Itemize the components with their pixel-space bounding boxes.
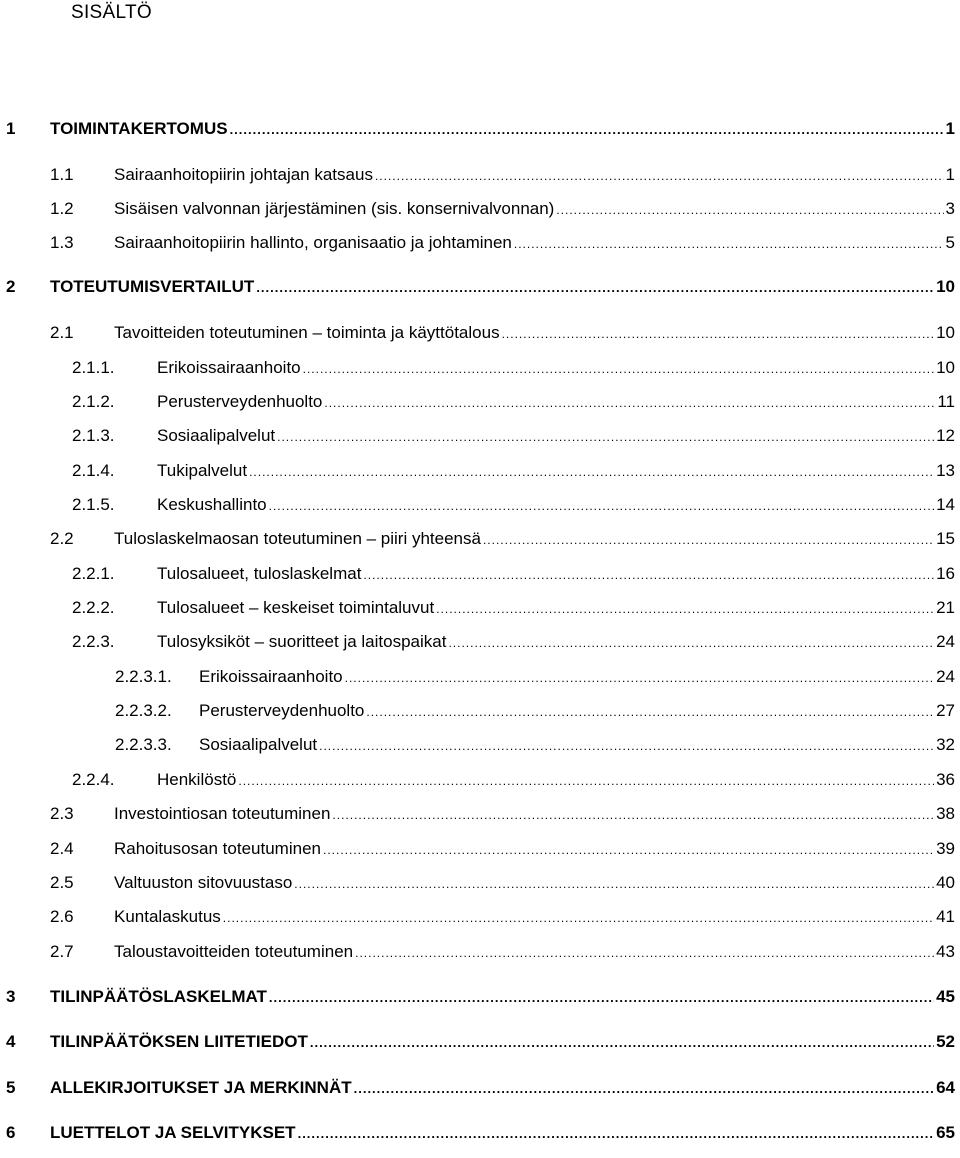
toc-entry[interactable] — [0, 564, 960, 586]
toc-entry-page: 12 — [936, 426, 955, 445]
toc-entry-page: 52 — [936, 1032, 955, 1051]
page-title: SISÄLTÖ — [71, 2, 152, 23]
toc-entry-number: 2.2 — [50, 529, 74, 548]
toc-entry-title: Sairaanhoitopiirin hallinto, organisaatio ja johtaminen — [114, 233, 512, 252]
toc-entry[interactable] — [0, 529, 960, 551]
toc-entry-title: Investointiosan toteutuminen — [114, 804, 331, 823]
toc-entry-page: 13 — [936, 461, 955, 480]
toc-entry-number: 1 — [6, 119, 16, 138]
toc-entry-page: 16 — [936, 564, 955, 583]
toc-entry-title: Sosiaalipalvelut — [157, 426, 276, 445]
toc-entry-title: Valtuuston sitovuustaso — [114, 873, 293, 892]
toc-entry-number: 2.1 — [50, 323, 74, 342]
dot-leader — [249, 465, 934, 479]
toc-entry-number: 1.2 — [50, 199, 74, 218]
dot-leader — [483, 533, 934, 547]
dot-leader — [303, 362, 934, 376]
toc-entry-title: Perusterveydenhuolto — [199, 701, 365, 720]
toc-entry-number: 2.7 — [50, 942, 74, 961]
toc-entry[interactable] — [0, 277, 960, 299]
toc-entry-number: 2 — [6, 277, 16, 296]
toc-entry-page: 10 — [936, 277, 955, 296]
toc-entry-number: 2.2.2. — [72, 598, 115, 617]
toc-entry-number: 2.4 — [50, 839, 74, 858]
dot-leader — [294, 877, 934, 891]
toc-entry[interactable] — [0, 165, 960, 187]
dot-leader — [256, 280, 934, 295]
toc-entry-page: 32 — [936, 735, 955, 754]
toc-entry-page: 10 — [936, 358, 955, 377]
toc-entry-number: 2.2.4. — [72, 770, 115, 789]
toc-entry-page: 14 — [936, 495, 955, 514]
toc-entry-page: 38 — [936, 804, 955, 823]
dot-leader — [345, 671, 934, 685]
toc-entry-title: Henkilöstö — [157, 770, 237, 789]
dot-leader — [269, 990, 934, 1005]
dot-leader — [502, 327, 935, 341]
dot-leader — [230, 122, 944, 137]
toc-entry-page: 10 — [936, 323, 955, 342]
toc-entry-number: 2.2.3.2. — [115, 701, 172, 720]
toc-entry-page: 27 — [936, 701, 955, 720]
toc-entry-page: 24 — [936, 667, 955, 686]
toc-entry[interactable] — [0, 770, 960, 792]
toc-entry-page: 15 — [936, 529, 955, 548]
toc-entry-page: 24 — [936, 632, 955, 651]
toc-entry-page: 39 — [936, 839, 955, 858]
toc-entry-title: Kuntalaskutus — [114, 907, 221, 926]
toc-entry-page: 45 — [936, 987, 955, 1006]
dot-leader — [366, 705, 934, 719]
dot-leader — [323, 843, 934, 857]
toc-entry-page: 5 — [945, 233, 955, 252]
toc-entry-page: 1 — [945, 165, 955, 184]
toc-entry[interactable] — [0, 873, 960, 895]
toc-entry[interactable] — [0, 323, 960, 345]
toc-entry[interactable] — [0, 495, 960, 517]
toc-entry-number: 2.6 — [50, 907, 74, 926]
toc-entry-title: Tuloslaskelmaosan toteutuminen – piiri yhteensä — [114, 529, 481, 548]
toc-entry-title: LUETTELOT JA SELVITYKSET — [50, 1123, 296, 1142]
toc-entry-number: 2.1.5. — [72, 495, 115, 514]
toc-entry[interactable] — [0, 667, 960, 689]
toc-entry-number: 5 — [6, 1078, 16, 1097]
toc-entry[interactable] — [0, 1078, 960, 1100]
toc-entry-number: 1.1 — [50, 165, 74, 184]
toc-entry-number: 2.2.3.1. — [115, 667, 172, 686]
dot-leader — [324, 396, 935, 410]
toc-entry-page: 1 — [945, 119, 955, 138]
toc-entry-number: 2.3 — [50, 804, 74, 823]
toc-entry-number: 2.1.3. — [72, 426, 115, 445]
dot-leader — [556, 203, 943, 217]
dot-leader — [448, 636, 934, 650]
toc-entry-title: Keskushallinto — [157, 495, 267, 514]
dot-leader — [354, 1081, 934, 1096]
toc-entry-number: 2.2.3. — [72, 632, 115, 651]
toc-entry-title: Taloustavoitteiden toteutuminen — [114, 942, 354, 961]
toc-entry-number: 4 — [6, 1032, 16, 1051]
toc-entry[interactable] — [0, 392, 960, 414]
toc-entry-page: 65 — [936, 1123, 955, 1142]
toc-entry[interactable] — [0, 839, 960, 861]
dot-leader — [277, 430, 934, 444]
toc-entry-title: Sairaanhoitopiirin johtajan katsaus — [114, 165, 373, 184]
toc-entry[interactable] — [0, 1032, 960, 1054]
toc-entry[interactable] — [0, 735, 960, 757]
toc-entry-number: 2.1.2. — [72, 392, 115, 411]
toc-entry-number: 2.2.1. — [72, 564, 115, 583]
toc-entry-title: Rahoitusosan toteutuminen — [114, 839, 321, 858]
toc-entry-page: 11 — [937, 392, 955, 411]
toc-entry[interactable] — [0, 119, 960, 141]
dot-leader — [355, 946, 934, 960]
toc-entry[interactable] — [0, 358, 960, 380]
toc-entry-title: Tulosalueet, tuloslaskelmat — [157, 564, 362, 583]
toc-entry[interactable] — [0, 1123, 960, 1145]
toc-entry[interactable] — [0, 804, 960, 826]
toc-entry-title: Perusterveydenhuolto — [157, 392, 323, 411]
toc-entry[interactable] — [0, 461, 960, 483]
toc-entry[interactable] — [0, 632, 960, 654]
toc-entry-number: 2.1.1. — [72, 358, 115, 377]
toc-entry[interactable] — [0, 701, 960, 723]
toc-entry-title: ALLEKIRJOITUKSET JA MERKINNÄT — [50, 1078, 352, 1097]
toc-entry-number: 1.3 — [50, 233, 74, 252]
toc-entry-title: Tulosyksiköt – suoritteet ja laitospaikat — [157, 632, 447, 651]
toc-entry-title: Tulosalueet – keskeiset toimintaluvut — [157, 598, 435, 617]
toc-entry[interactable] — [0, 598, 960, 620]
dot-leader — [363, 568, 934, 582]
dot-leader — [319, 739, 934, 753]
toc-entry-page: 41 — [936, 907, 955, 926]
toc-entry-title: TOIMINTAKERTOMUS — [50, 119, 228, 138]
toc-entry-title: Erikoissairaanhoito — [199, 667, 343, 686]
toc-entry-page: 64 — [936, 1078, 955, 1097]
toc-entry[interactable] — [0, 987, 960, 1009]
dot-leader — [514, 237, 944, 251]
toc-entry[interactable] — [0, 907, 960, 929]
toc-entry-page: 3 — [945, 199, 955, 218]
toc-entry-title: Tavoitteiden toteutuminen – toiminta ja käyttötalous — [114, 323, 500, 342]
toc-entry-page: 36 — [936, 770, 955, 789]
toc-entry-title: Sisäisen valvonnan järjestäminen (sis. konsernivalvonnan) — [114, 199, 555, 218]
toc-entry[interactable] — [0, 199, 960, 221]
toc-entry-page: 21 — [936, 598, 955, 617]
toc-entry-title: Erikoissairaanhoito — [157, 358, 301, 377]
toc-entry[interactable] — [0, 233, 960, 255]
toc-entry[interactable] — [0, 426, 960, 448]
toc-entry-number: 3 — [6, 987, 16, 1006]
dot-leader — [238, 774, 934, 788]
dot-leader — [436, 602, 934, 616]
toc-entry-number: 2.2.3.3. — [115, 735, 172, 754]
dot-leader — [223, 911, 934, 925]
dot-leader — [375, 169, 944, 183]
dot-leader — [298, 1126, 935, 1141]
toc-entry-title: TILINPÄÄTÖKSEN LIITETIEDOT — [50, 1032, 308, 1051]
toc-entry-number: 2.5 — [50, 873, 74, 892]
dot-leader — [332, 808, 934, 822]
toc-entry-title: TOTEUTUMISVERTAILUT — [50, 277, 255, 296]
toc-entry-title: Tukipalvelut — [157, 461, 248, 480]
dot-leader — [269, 499, 934, 513]
toc-entry-page: 43 — [936, 942, 955, 961]
toc-entry[interactable] — [0, 942, 960, 964]
toc-entry-number: 6 — [6, 1123, 16, 1142]
toc-entry-page: 40 — [936, 873, 955, 892]
dot-leader — [310, 1035, 934, 1050]
toc-entry-number: 2.1.4. — [72, 461, 115, 480]
toc-entry-title: Sosiaalipalvelut — [199, 735, 318, 754]
toc-entry-title: TILINPÄÄTÖSLASKELMAT — [50, 987, 267, 1006]
